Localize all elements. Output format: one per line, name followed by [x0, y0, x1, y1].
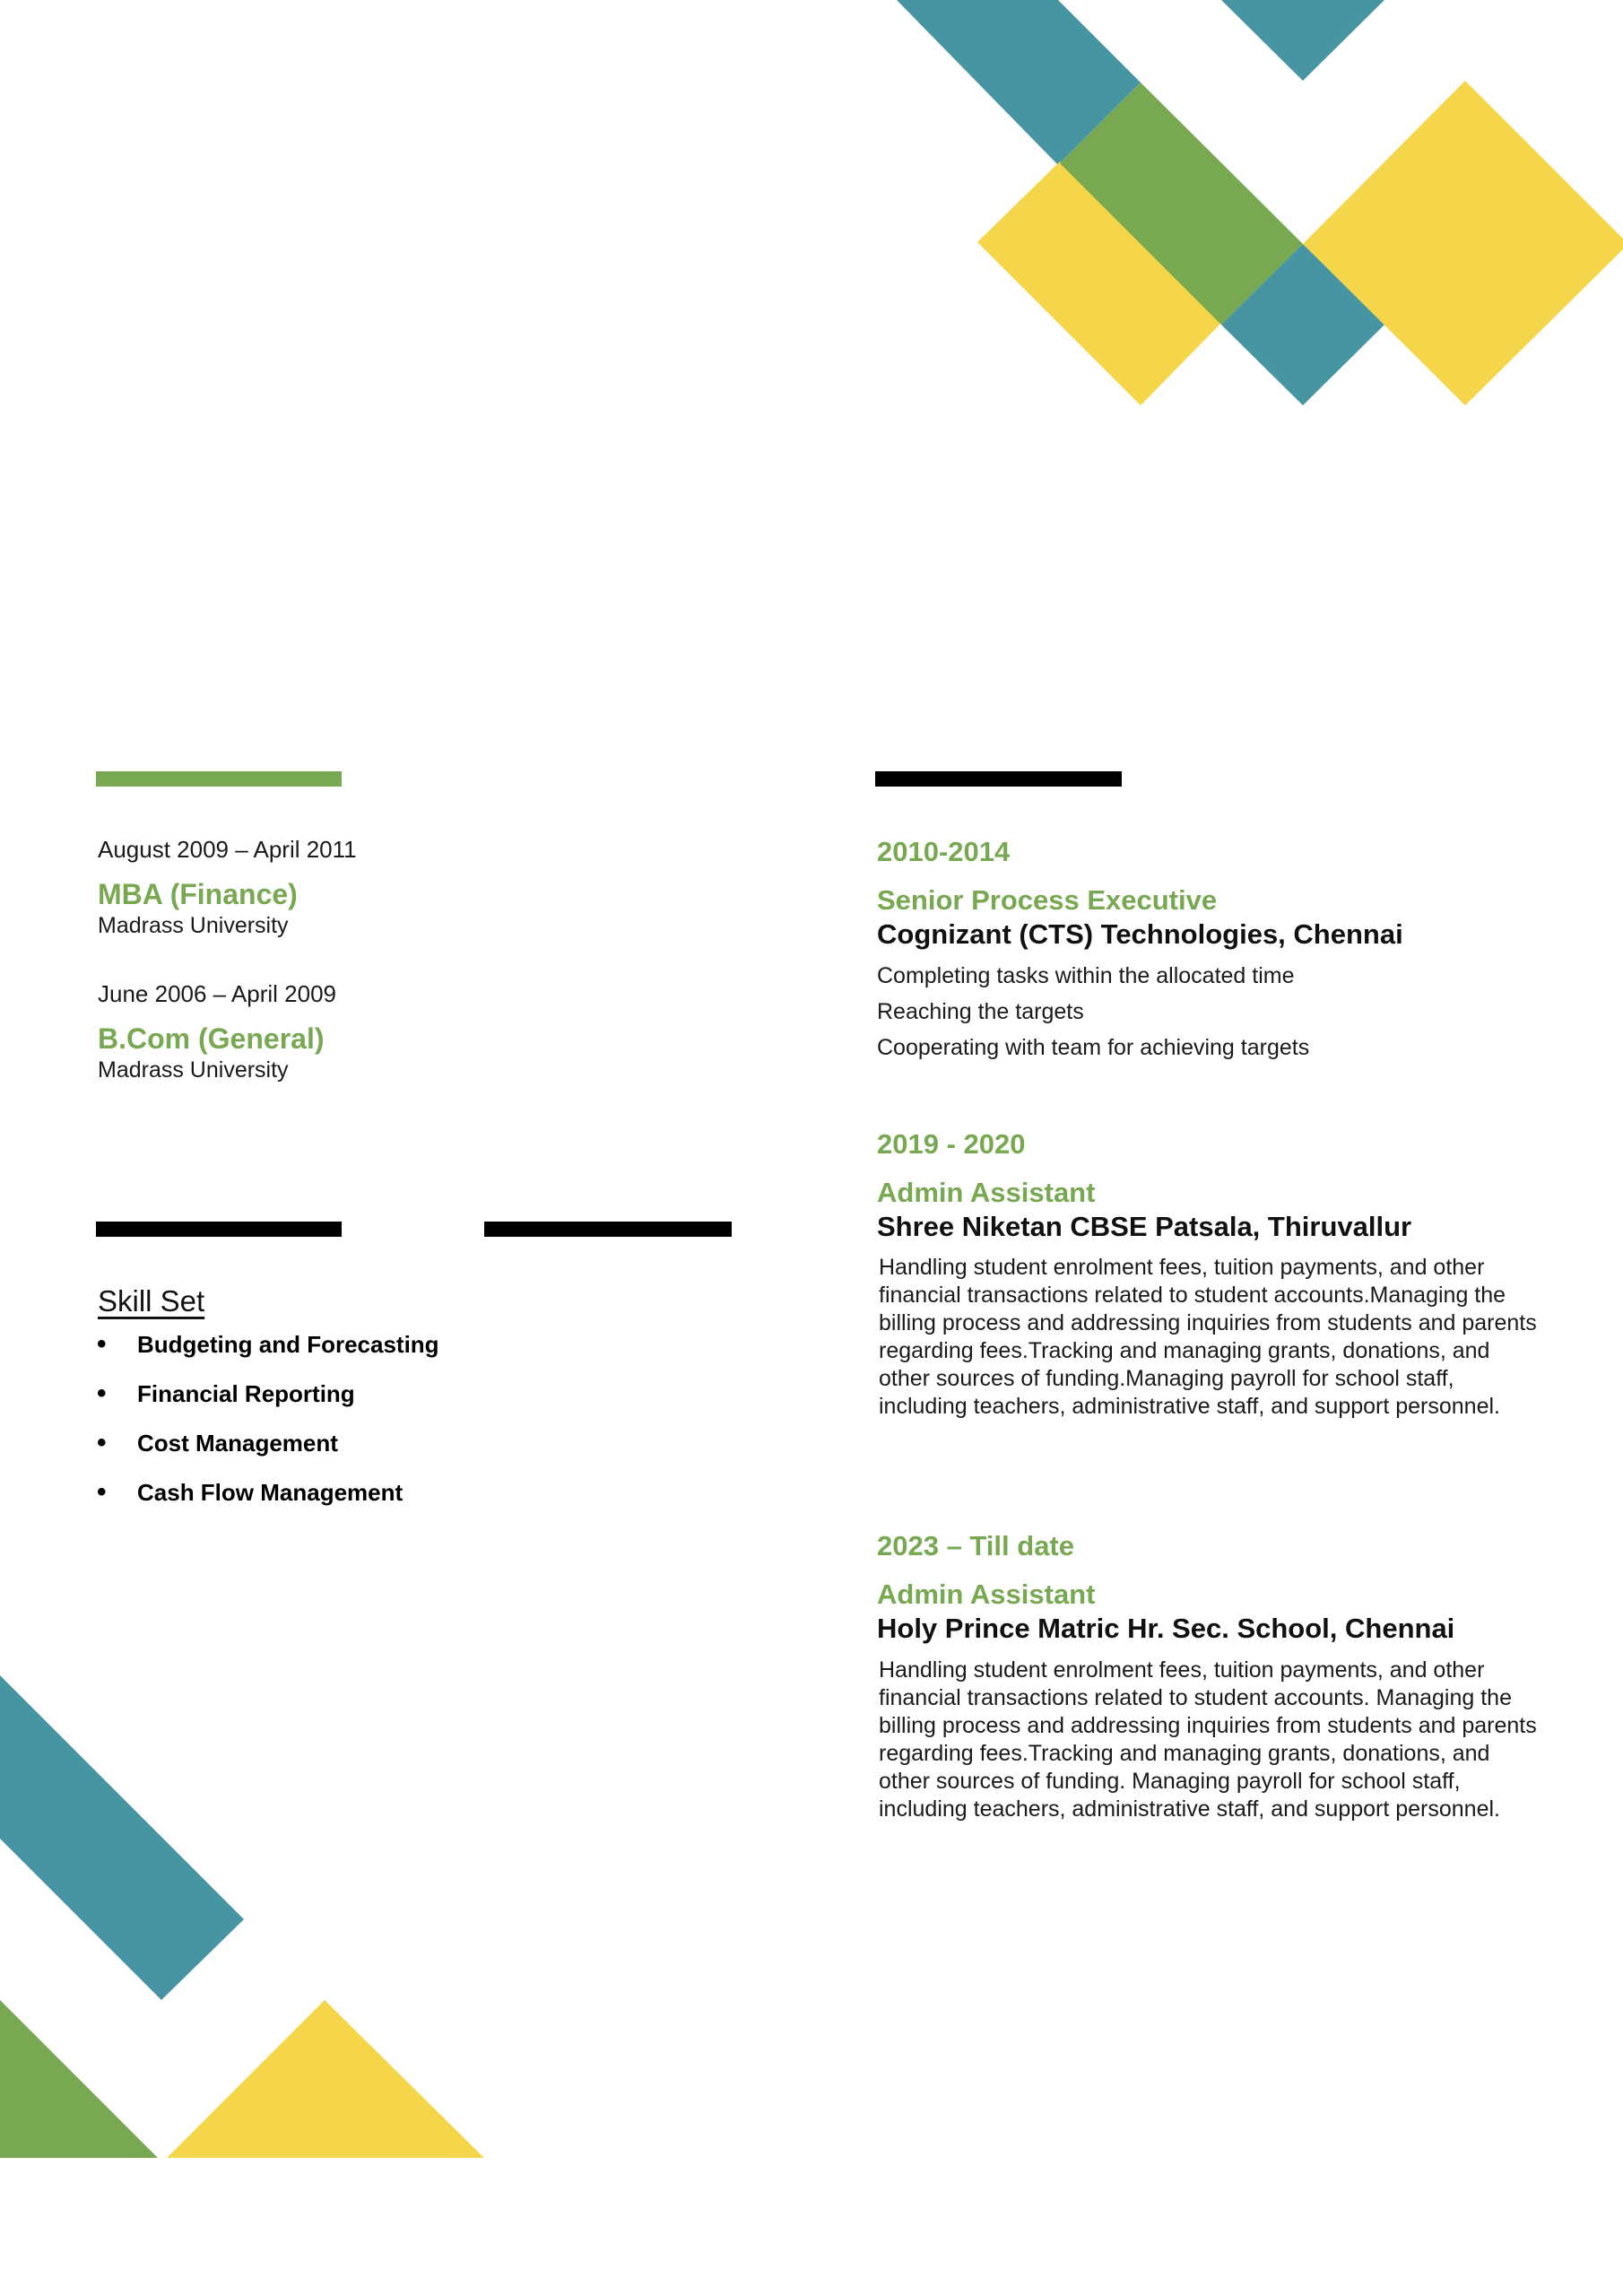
- job-task: Cooperating with team for achieving targets: [877, 1035, 1310, 1060]
- job-description: Handling student enrolment fees, tuition payments, and other financial transactions related to student accounts.Managing the billing process and addressing inquiries from students and parents regarding fees.Tracking and managing grants, donations, and other sources of funding.Managing payroll for school staff, including teachers, administrative staff, and support personnel.: [879, 1255, 1537, 1419]
- skills-heading-bar: [96, 1222, 342, 1237]
- job-period: 2019 - 2020: [877, 1128, 1026, 1160]
- skill-set-title: Skill Set: [98, 1284, 205, 1318]
- second-heading-bar: [484, 1222, 732, 1237]
- skill-list: [97, 1329, 439, 1526]
- job-description: Handling student enrolment fees, tuition payments, and other financial transactions related to student accounts. Managing the billing process and addressing inquiries from students and parents regarding fees.Tracking and managing grants, donations, and other sources of funding. Managing payroll for school staff, including teachers, administrative staff, and support personnel.: [879, 1657, 1537, 1822]
- job-company: Shree Niketan CBSE Patsala, Thiruvallur: [877, 1211, 1412, 1242]
- teal-diamond-small: [1221, 244, 1384, 405]
- yellow-diamond-left: [977, 161, 1221, 405]
- skill-item: • Financial Reporting: [97, 1378, 439, 1428]
- yellow-triangle-bottom: [167, 2000, 484, 2158]
- job-task: Reaching the targets: [877, 999, 1084, 1024]
- job-period: 2010-2014: [877, 836, 1011, 867]
- education-degree: MBA (Finance): [98, 878, 298, 910]
- job-task: Completing tasks within the allocated time: [877, 963, 1295, 988]
- teal-diagonal-band-bottom: [0, 1675, 244, 2000]
- education-degree: B.Com (General): [98, 1022, 325, 1055]
- education-institution: Madrass University: [98, 913, 289, 938]
- teal-triangle-top: [1221, 0, 1384, 81]
- job-period: 2023 – Till date: [877, 1530, 1074, 1561]
- education-period: June 2006 – April 2009: [98, 980, 336, 1007]
- education-heading-bar: [96, 771, 342, 787]
- job-role: Admin Assistant: [877, 1177, 1096, 1208]
- yellow-diamond-right: [1303, 81, 1623, 405]
- green-diagonal-band: [1060, 83, 1303, 325]
- job-company: Cognizant (CTS) Technologies, Chennai: [877, 918, 1403, 950]
- job-role: Admin Assistant: [877, 1578, 1096, 1610]
- teal-diagonal-band-top: [897, 0, 1141, 165]
- skill-item: • Budgeting and Forecasting: [97, 1329, 439, 1378]
- green-triangle-bottom: [0, 2000, 158, 2158]
- education-period: August 2009 – April 2011: [98, 836, 357, 863]
- education-institution: Madrass University: [98, 1057, 289, 1083]
- job-company: Holy Prince Matric Hr. Sec. School, Chennai: [877, 1613, 1455, 1644]
- experience-heading-bar: [875, 771, 1122, 787]
- skill-item: • Cost Management: [97, 1428, 439, 1477]
- job-role: Senior Process Executive: [877, 884, 1218, 916]
- skill-item: • Cash Flow Management: [97, 1477, 439, 1526]
